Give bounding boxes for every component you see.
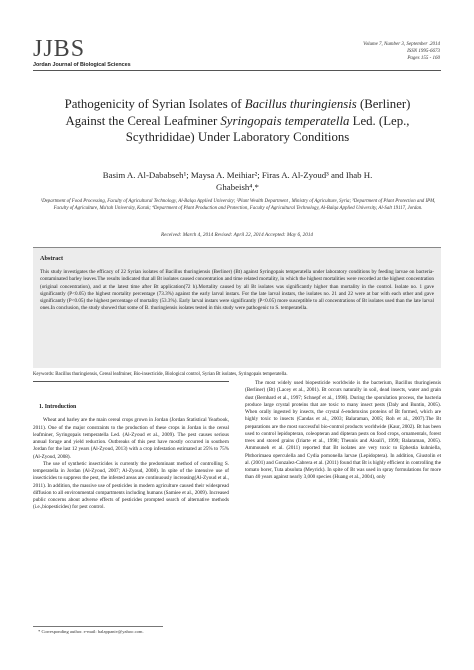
journal-name: Jordan Journal of Biological Sciences (33, 62, 131, 68)
abstract-text: This study investigates the efficacy of 22 Syrian isolates of Bacillus thuringiensis (Berliner) (Bt) against Syringopais temperatella under laboratory conditions by feeding larvae on bacteria-contaminated barley leaves.The results indicated that all Bt isolates caused concentration and time related mortality, in which the highest mortalities were recorded at the highest concentration (original concentration), and at the latest time after Bt application(72 h).Mortality caused by all Bt isolates was significantly higher than mortality in the control. Isolate no. 1 gave significantly (P<0.05) the highest mortality percentage (73.3%) against the early larval instars. For the late larval instars, the isolates no. 21 and 22 were at bar with each other and gave significantly (P<0.05) the highest percentage of mortality (53.3%). Early larval instars were significantly (P<0.05) more susceptible to all concentrations of Bt isolates used than the late larval ones.In conclusion, the study showed that some of B. thuringiensis isolates tested in this study were pathogenic to S. temperatella. (40, 269, 434, 312)
title-species-bt: Bacillus thuringiensis (244, 97, 357, 111)
volume-info (363, 41, 440, 62)
authors-line-2: Ghabeish⁴,* (216, 181, 259, 192)
section-rule (33, 381, 229, 382)
intro-paragraph-1: Wheat and barley are the main cereal crops grown in Jordan (Jordan Statistical Yearbook, 2011). One of the major constraints to the production of these crops in Jordan is the cereal leafminer, Syringopais temperatella Led. (Al-Zyoud et al., 2009). The pest causes serious annual forage and yield reduction. Outbreaks of this pest have mostly occurred in southern Jordan for the last 12 years (Al-Zyoud, 2013) with a crop infestation estimated at 25% to 75% (Al-Zyoud, 2008). (33, 417, 229, 460)
journal-logo: JJBS (33, 36, 86, 62)
volume-line: Volume 7, Number 3, September .2014 (363, 42, 440, 47)
authors-line-1: Basim A. Al-Dababseh¹; Maysa A. Meihiar²; Firas A. Al-Zyoud³ and Ihab H. (102, 170, 373, 180)
affiliations: ¹Department of Food Processing, Faculty of Agricultural Technology, Al-Balqa Applied University; ²Plant Wealth Department , Ministry of Agriculture, Syria; ³Department of Plant Protection and IPM, Faculty of Agriculture, Mu'tah University, Karak; ⁴Department of Plant Production and Protection, Faculty of Agricultural Technology, Al-Balqa Applied University, Al-Salt 19117, Jordan. (40, 199, 436, 212)
pages: Pages 155 - 160 (407, 56, 440, 61)
title-text: Pathogenicity of Syrian Isolates of (64, 97, 245, 111)
intro-paragraph-2: The use of synthetic insecticides is currently the predominant method of controlling S. temperatella in Jordan (Al-Zyoud, 2007; Al-Zyoud, 2008). In spite of the intensive use of insecticides to suppress the pest, the infested areas are continuously increasing(Al-Zyoud et al., 2011). In addition, the massive use of pesticides in modern agriculture caused their widespread diffusion to all environmental compartments including humans (Samiee et al., 2009). Increased public concerns about adverse effects of pesticides prompted search of alternative methods (i.e.,biopesticides) for pest control. (33, 460, 229, 511)
title-text-2: (Berliner) Against the Cereal Leafminer (65, 97, 411, 128)
authors (60, 170, 415, 193)
header-rule (33, 70, 441, 71)
issn: ISSN 1995-6673 (407, 49, 440, 54)
introduction-heading: 1. Introduction (39, 404, 77, 410)
article-dates: Received: March 4, 2014 Revised: April 22, 2014 Accepted: May 6, 2014 (160, 232, 314, 238)
footnote: * Corresponding author. e-mail: balappaniv@yahoo.com. (38, 629, 144, 634)
abstract-heading: Abstract (40, 255, 64, 262)
intro-paragraph-3: The most widely used biopesticide worldwide is the bacterium, Bacillus thuringiensis (Berliner) (Bt) (Lacey et al., 2001). Bt occurs naturally in soil, dead insects, water and grain dust (Bernhard et al., 1997; Schnepf et al., 1998). During the sporulation process, the bacteria produce large crystal proteins that are toxic to many insect pests (Daly and Buntin, 2005). When orally ingested by insects, the crystal δ-endotoxins proteins of Bt formed, which are highly toxic to insects (Candas et al., 2003; Balaraman, 2005; Roh et al., 2007).The Bt preparations are the most successful bio-control products worldwide (Kaur, 2002). Bt has been used to control lepidopteran, coleopteran and dipteran pests on food crops, ornamentals, forest trees and stored grains (Iriarte et al., 1998; Theunis and Aloali'i, 1999; Balaraman, 2005). Ammouneh et al. (2011) reported that Bt isolates are very toxic to Ephestia kuhniella, Phthorimaea operculella and Cydia pomonella larvae (Lepidoptera). In addition, Giustolin et al. (2001) and Gonzalez-Cabrera et al. (2011) found that Bt is highly efficient in controlling the tomato borer, Tuta absoluta (Meyrick). In spite of Bt was used in spray formulations for more than 40 years against nearly 3,000 species (Huang et al., 2004), only (245, 380, 441, 481)
footnote-rule (33, 626, 163, 627)
left-column (33, 404, 229, 512)
title-species-pest: Syringopais temperatella (220, 113, 350, 128)
article-title (60, 96, 415, 146)
keywords: Keywords: Bacillus thuringiensis, Cereal leafminer, Bio-insecticide, Biological control, Syrian Bt isolates, Syringopais temperatella. (33, 372, 288, 377)
right-column (245, 380, 441, 482)
title-text-3: Led. (Lep., Scythrididae) Under Laboratory Conditions (125, 113, 410, 144)
